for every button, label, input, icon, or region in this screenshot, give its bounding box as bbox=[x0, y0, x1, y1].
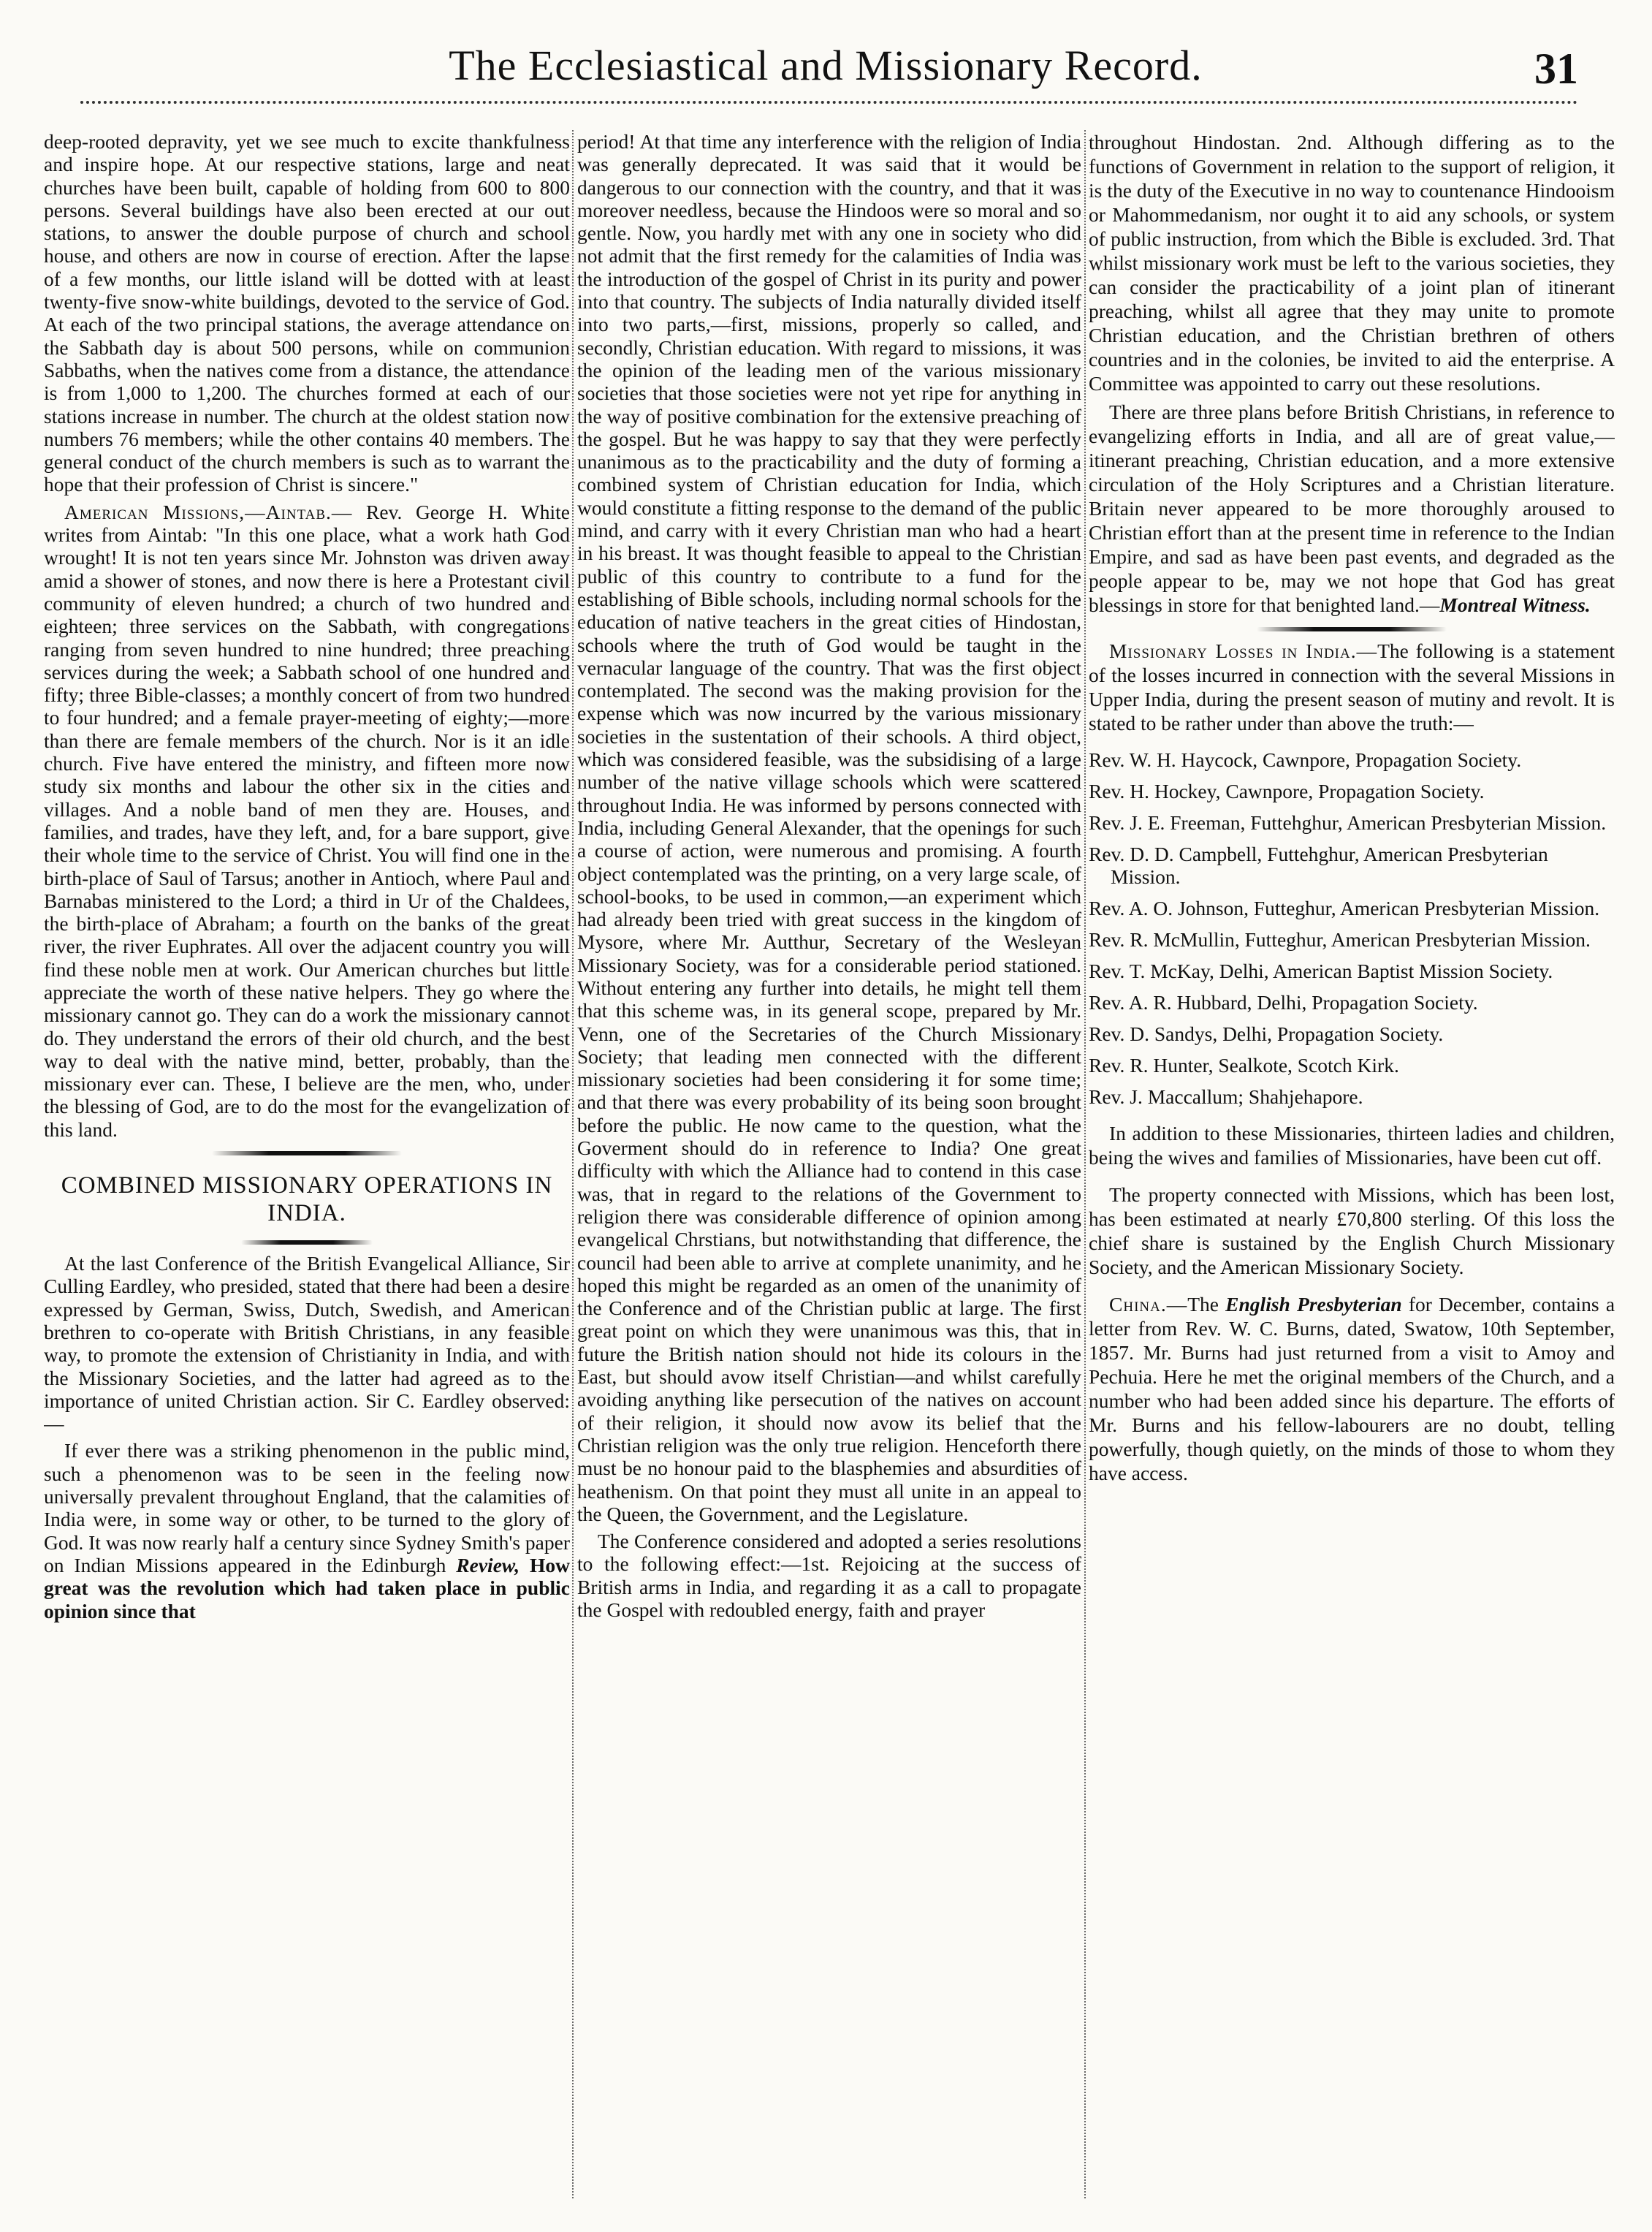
paragraph: deep-rooted depravity, yet we see much to excite thankfulness and inspire hope. At our respective stations, large and neat churches have been built, capable of holding from 600 to 800 persons. Several buildings have also been erected at our out stations, to answer the double purpose of church and school house, and others are now in course of erection. After the lapse of a few months, our little island will be dotted with at least twenty-five snow-white buildings, devoted to the service of God. At each of the two principal stations, the average attendance on the Sabbath day is about 500 persons, while on communion Sabbaths, when the natives come from a distance, the attendance is from 1,000 to 1,200. The churches formed at each of our stations increase in number. The church at the oldest station now numbers 76 members; while the other contains 40 members. The general conduct of the church members is such as to warrant the hope that their profession of Christ is sincere." bbox=[44, 130, 570, 496]
section-lead: China.— bbox=[1109, 1293, 1188, 1316]
section-divider bbox=[1257, 627, 1447, 631]
paragraph: throughout Hindostan. 2nd. Although differing as to the functions of Government in relation to the support of religion, it is the duty of the Executive in no way to countenance Hindooism or Mahommedanism, nor ought it to aid any schools, or system of public instruction, from which the Bible is excluded. 3rd. That whilst missionary work must be left to the various societies, they can consider the practicability of a joint plan of itinerant preaching, whilst all agree that they may unite to promote Christian education, and the Christian brethren of others countries and in the colonies, be invited to aid the enterprise. A Committee was appointed to carry out these resolutions. bbox=[1089, 131, 1615, 395]
list-item: Rev. J. Maccallum; Shahjehapore. bbox=[1089, 1085, 1363, 1108]
paragraph bbox=[1089, 400, 1615, 617]
losses-list bbox=[1089, 748, 1615, 1108]
list-item: Rev. A. R. Hubbard, Delhi, Propagation Society. bbox=[1089, 991, 1478, 1014]
losses-section bbox=[1089, 639, 1615, 1485]
article-heading: COMBINED MISSIONARY OPERATIONS IN INDIA. bbox=[61, 1172, 553, 1227]
paragraph-text: Rev. George H. White writes from Aintab: "In this one place, what a work hath God wrought! It is not ten years since Mr. Johnston was driven away amid a shower of stones, and now there is here a Protestant civil community of eleven hundred; a church of two hundred and eighteen; three services on the Sabbath, with congregations ranging from seven hundred to nine hundred; three preaching services during the week; a Sabbath school of one hundred and fifty; three Bible-classes; a monthly concert of from two hundred to four hundred; and a female prayer-meeting of eighty;—more than there are female members of the church. Nor is it an idle church. Five have entered the ministry, and fifteen more now study six months and labour the other six in the cities and villages. And a noble band of men they are. Houses, and families, and trades, have they left, and, for a bare support, give their whole time to the service of Christ. You will find one in the birth-place of Saul of Tarsus; another in Antioch, where Paul and Barnabas ministered to the Lord; a third in Ur of the Chaldees, the birth-place of Abraham; a fourth on the banks of the great river, the river Euphrates. All over the adjacent country you will find these noble men at work. Our American churches but little appreciate the worth of these native helpers. They go where the missionary cannot go. They can do a work the missionary cannot do. They understand the errors of their old church, and the best way to deal with the native mind, better, probably, than the missionary ever can. These, I believe are the men, who, under the blessing of God, are to do the most for the evangelization of this land. bbox=[44, 500, 570, 1141]
list-item: Rev. T. McKay, Delhi, American Baptist Mission Society. bbox=[1089, 960, 1553, 982]
page-number: 31 bbox=[1534, 45, 1578, 93]
section-lead: American Missions,—Aintab.— bbox=[64, 500, 353, 523]
publication-name: English Presbyterian bbox=[1225, 1293, 1402, 1316]
list-item: Rev. D. Sandys, Delhi, Propagation Society. bbox=[1089, 1022, 1444, 1045]
paragraph: The Conference considered and adopted a series resolutions to the following effect:—1st. Rejoicing at the success of British arms in India, and regarding it as a call to propagate the Gospel with redoubled energy, faith and prayer bbox=[577, 1530, 1081, 1621]
list-item: Rev. W. H. Haycock, Cawnpore, Propagation Society. bbox=[1089, 748, 1522, 771]
paragraph-text: There are three plans before British Christians, in reference to evangelizing efforts in India, and all are of great value,— itinerant preaching, Christian education, and a more extensive circulation of the Holy Scriptures and a Christian literature. Britain never appeared to be more thoroughly aroused to Christian effort than at the present time in reference to the Indian Empire, and sad as have been past events, and degraded as the people appear to be, may we not hope that God has great blessings in store for that benighted land.— bbox=[1089, 401, 1615, 616]
section-divider bbox=[241, 1240, 373, 1245]
page-header bbox=[73, 28, 1578, 115]
column-right bbox=[1089, 130, 1615, 2198]
list-item: Rev. R. McMullin, Futteghur, American Presbyterian Mission. bbox=[1089, 928, 1591, 951]
header-rule bbox=[80, 101, 1578, 104]
section-divider bbox=[212, 1151, 402, 1155]
list-item: Rev. R. Hunter, Sealkote, Scotch Kirk. bbox=[1089, 1054, 1399, 1077]
list-item: Rev. D. D. Campbell, Futtehghur, American Presbyterian Mission. bbox=[1089, 843, 1548, 888]
column-divider bbox=[572, 130, 574, 2198]
paragraph: In addition to these Missionaries, thirteen ladies and children, being the wives and families of Missionaries, have been cut off. bbox=[1089, 1122, 1615, 1169]
paragraph bbox=[44, 501, 570, 1141]
paragraph-text: If ever there was a striking phenomenon in the public mind, such a phenomenon was to be seen in the feeling now universally prevalent throughout England, that the calamities of India were, in some way or other, to be turned to the glory of God. It was now rearly half a century since Sydney Smith's paper on Indian Missions appeared in the Edinburgh bbox=[44, 1439, 570, 1576]
paragraph bbox=[44, 1439, 570, 1622]
list-item: Rev. A. O. Johnson, Futteghur, American Presbyterian Mission. bbox=[1089, 897, 1600, 919]
paragraph-text: The following is a statement of the losses incurred in connection with the several Missions in Upper India, during the present season of mutiny and revolt. It is stated to be rather under than above the truth:— bbox=[1089, 639, 1615, 734]
paragraph-text: How great was the revolution which had taken place in public opinion since that bbox=[44, 1553, 570, 1622]
list-item: Rev. H. Hockey, Cawnpore, Propagation Society. bbox=[1089, 780, 1485, 802]
column-middle bbox=[577, 130, 1081, 2198]
column-divider bbox=[1084, 130, 1086, 2198]
paragraph: At the last Conference of the British Evangelical Alliance, Sir Culling Eardley, who presided, stated that there had been a desire expressed by German, Swiss, Dutch, Swedish, and American brethren to co-operate with British Christians, in any feasible way, to promote the extension of Christianity in India, and with the Missionary Societies, and the latter had agreed as to the importance of united Christian action. Sir C. Eardley observed:— bbox=[44, 1252, 570, 1435]
list-item: Rev. J. E. Freeman, Futtehghur, American Presbyterian Mission. bbox=[1089, 811, 1607, 834]
paragraph: The property connected with Missions, which has been lost, has been estimated at nearly £70,800 sterling. Of this loss the chief share is sustained by the English Church Missionary Society, and the American Missionary Society. bbox=[1089, 1183, 1615, 1278]
paragraph-text: for December, contains a letter from Rev. W. C. Burns, dated, Swatow, 10th September, 1857. Mr. Burns had just returned from a visit to Amoy and Pechuia. Here he met the original members of the Church, and a number who had been added since his departure. The efforts of Mr. Burns and his fellow-labourers are no doubt, telling powerfully, though quietly, on the minds of those to whom they have access. bbox=[1089, 1293, 1615, 1484]
paragraph-text: The bbox=[1187, 1293, 1219, 1316]
publication-title: The Ecclesiastical and Missionary Record. bbox=[449, 42, 1203, 89]
publication-name: Review, bbox=[456, 1553, 520, 1576]
column-left bbox=[44, 130, 570, 2198]
paragraph bbox=[1089, 639, 1615, 735]
paragraph: period! At that time any interference with the religion of India was generally deprecated. It was said that it would be dangerous to our connection with the country, and that it was moreover needless, because the Hindoos were so moral and so gentle. Now, you hardly met with any one in society who did not admit that the first remedy for the calamities of India was the introduction of the gospel of Christ in its purity and power into that country. The subjects of India naturally divided itself into two parts,—first, missions, properly so called, and secondly, Christian education. With regard to missions, it was the opinion of the leading men of the various missionary societies that those societies were not yet ripe for anything in the way of positive combination for the extensive preaching of the gospel. But he was happy to say that they were perfectly unanimous as to the practicability and the duty of forming a combined system of Christian education for India, which would constitute a fitting response to the demand of the public mind, and carry with it every Christian man who had a heart in his breast. It was thought feasible to appeal to the Christian public of this country to contribute to a fund for the establishing of Bible schools, including normal schools for the education of native teachers in the great cities of Hindostan, schools where the truth of God would be taught in the vernacular language of the country. That was the first object contemplated. The second was the making provision for the expense which was now incurred by the various missionary societies in the sustentation of their schools. A third object, which was considered feasible, was the subsidising of a large number of the native village schools which were scattered throughout India. He was informed by persons connected with India, including General Alexander, that the openings for such a course of action, were numerous and promising. A fourth object contemplated was the printing, on a very large scale, of school-books, to be used in common,—an experiment which had already been tried with great success in the kingdom of Mysore, where Mr. Autthur, Secretary of the Wesleyan Missionary Society, was for a considerable period stationed. Without entering any further into details, he might tell them that this scheme was, in its general scope, prepared by Mr. Venn, one of the Secretaries of the Church Missionary Society; that leading men connected with the different missionary societies had been considering it for some time; and that there was every probability of its being soon brought before the public. He now came to the question, what the Goverment should do in reference to India? One great difficulty with which the Alliance had to contend in this case was, that in regard to the relations of the Government to religion there was considerable difference of opinion among evangelical Chrstians, but notwithstanding that difference, the council had been able to arrive at complete unanimity, and he hoped this might be regarded as an omen of the unanimity of the Conference and of the Christian public at large. The first great point on which they were unanimous was this, that in future the British nation should not hide its colours in the East, but should avow itself Christian—and whilst carefully avoiding anything like persecution of the natives on account of their religion, it should now avow its belief that the Christian religion was the only true religion. Henceforth there must be no honour paid to the blasphemies and absurdities of heathenism. On that point they must all unite in an appeal to the Queen, the Government, and the Legislature. bbox=[577, 130, 1081, 1525]
paragraph bbox=[1089, 1292, 1615, 1485]
section-lead: Missionary Losses in India.— bbox=[1109, 639, 1378, 662]
source-citation: Montreal Witness. bbox=[1439, 593, 1591, 616]
